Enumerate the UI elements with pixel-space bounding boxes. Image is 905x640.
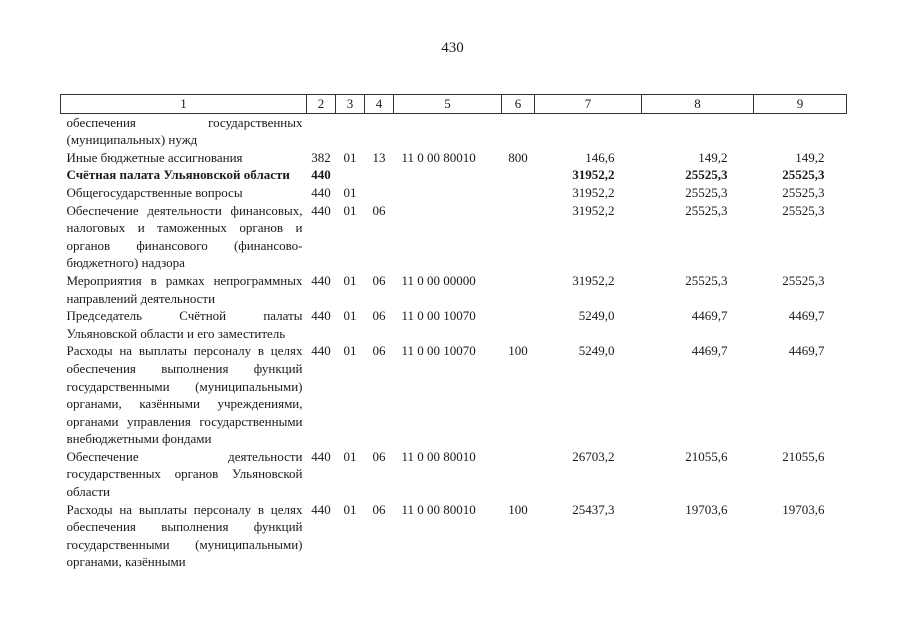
row-name-cell: Расходы на выплаты персоналу в целях обеспечения выполнения функций государственными (муниципальными) органами, казёнными: [66, 501, 303, 570]
header-col-9: 9: [754, 95, 847, 114]
row-value-col8: 4469,7: [691, 343, 728, 359]
row-target-article: [394, 113, 502, 149]
row-name-cell: Иные бюджетные ассигнования: [66, 149, 243, 165]
header-col-6: 6: [502, 95, 535, 114]
row-subsection-code: [365, 166, 394, 184]
table-body: [61, 113, 847, 571]
row-target-article: 11 0 00 80010: [401, 448, 476, 464]
header-col-5: 5: [394, 95, 502, 114]
row-expense-type: [502, 272, 535, 307]
row-target-article: [394, 184, 502, 202]
header-col-3: 3: [336, 95, 365, 114]
row-value-col7: 5249,0: [578, 308, 615, 324]
row-ministry-code: 440: [311, 308, 331, 324]
table-row: [61, 307, 847, 342]
table-row: [61, 448, 847, 501]
row-value-col8: 25525,3: [685, 272, 728, 288]
budget-table: [60, 94, 847, 571]
table-row: [61, 113, 847, 149]
header-col-7: 7: [535, 95, 642, 114]
header-col-8: 8: [642, 95, 754, 114]
row-ministry-code: [307, 113, 336, 149]
row-ministry-code: 440: [311, 167, 331, 183]
row-name-cell: Счётная палата Ульяновской области: [66, 167, 290, 183]
row-subsection-code: 06: [372, 448, 386, 464]
row-ministry-code: 440: [311, 202, 331, 218]
row-ministry-code: 440: [311, 343, 331, 359]
row-value-col7: 25437,3: [572, 501, 615, 517]
row-target-article: [394, 166, 502, 184]
row-name-cell: Расходы на выплаты персоналу в целях обеспечения выполнения функций государственными (муниципальными) органами, казёнными учреждениями, органами управления государственными внебюджетными фондами: [66, 343, 303, 447]
row-section-code: 01: [343, 448, 357, 464]
row-expense-type: [502, 113, 535, 149]
row-expense-type: [502, 448, 535, 501]
table-row: [61, 202, 847, 272]
row-ministry-code: 440: [311, 184, 331, 200]
row-value-col7: 31952,2: [572, 167, 615, 183]
row-expense-type: 100: [508, 501, 528, 517]
header-col-4: 4: [365, 95, 394, 114]
row-target-article: 11 0 00 10070: [401, 308, 476, 324]
row-section-code: 01: [343, 202, 357, 218]
row-section-code: 01: [343, 272, 357, 288]
row-subsection-code: 06: [372, 308, 386, 324]
row-target-article: [394, 202, 502, 272]
row-section-code: 01: [343, 501, 357, 517]
row-value-col9: 149,2: [795, 149, 825, 165]
row-name-cell: Общегосударственные вопросы: [66, 184, 243, 200]
row-name-cell: обеспечения государственных (муниципальных) нужд: [66, 114, 303, 148]
row-ministry-code: 382: [311, 149, 331, 165]
row-section-code: [336, 113, 365, 149]
row-subsection-code: 06: [372, 343, 386, 359]
header-col-2: 2: [307, 95, 336, 114]
row-value-col9: 21055,6: [782, 448, 825, 464]
row-ministry-code: 440: [311, 272, 331, 288]
table-row: [61, 166, 847, 184]
row-value-col7: 31952,2: [572, 202, 615, 218]
table-row: [61, 184, 847, 202]
table-row: [61, 149, 847, 167]
row-name-cell: Обеспечение деятельности финансовых, налоговых и таможенных органов и органов финансового (финансово-бюджетного) надзора: [66, 202, 303, 271]
row-value-col9: 25525,3: [782, 184, 825, 200]
row-value-col8: 25525,3: [685, 184, 728, 200]
row-ministry-code: 440: [311, 448, 331, 464]
row-expense-type: 800: [508, 149, 528, 165]
row-target-article: 11 0 00 80010: [401, 501, 476, 517]
row-value-col7: 31952,2: [572, 184, 615, 200]
row-target-article: 11 0 00 00000: [401, 272, 476, 288]
row-subsection-code: 13: [372, 149, 386, 165]
row-value-col9: [754, 113, 847, 149]
row-section-code: 01: [343, 343, 357, 359]
row-expense-type: 100: [508, 343, 528, 359]
row-value-col7: 5249,0: [578, 343, 615, 359]
row-expense-type: [502, 202, 535, 272]
row-section-code: 01: [343, 149, 357, 165]
row-value-col7: [535, 113, 642, 149]
row-value-col7: 31952,2: [572, 272, 615, 288]
table-row: [61, 501, 847, 571]
row-ministry-code: 440: [311, 501, 331, 517]
row-value-col9: 25525,3: [782, 272, 825, 288]
row-target-article: 11 0 00 80010: [401, 149, 476, 165]
table-row: [61, 272, 847, 307]
table-row: [61, 342, 847, 448]
row-name-cell: Обеспечение деятельности государственных органов Ульяновской области: [66, 448, 303, 500]
row-value-col9: 4469,7: [788, 308, 825, 324]
row-expense-type: [502, 184, 535, 202]
row-expense-type: [502, 166, 535, 184]
row-subsection-code: 06: [372, 272, 386, 288]
row-value-col7: 146,6: [585, 149, 615, 165]
row-value-col8: [642, 113, 754, 149]
row-name-cell: Мероприятия в рамках непрограммных направлений деятельности: [66, 272, 303, 306]
row-subsection-code: [365, 113, 394, 149]
row-value-col9: 25525,3: [782, 202, 825, 218]
row-value-col7: 26703,2: [572, 448, 615, 464]
row-subsection-code: 06: [372, 202, 386, 218]
row-subsection-code: [365, 184, 394, 202]
row-name-cell: Председатель Счётной палаты Ульяновской области и его заместитель: [66, 308, 303, 341]
row-value-col8: 21055,6: [685, 448, 728, 464]
row-value-col8: 19703,6: [685, 501, 728, 517]
row-section-code: 01: [343, 308, 357, 324]
row-value-col8: 4469,7: [691, 308, 728, 324]
row-subsection-code: 06: [372, 501, 386, 517]
header-col-1: 1: [61, 95, 307, 114]
row-value-col9: 4469,7: [788, 343, 825, 359]
row-value-col8: 25525,3: [685, 202, 728, 218]
header-row: [61, 95, 847, 114]
row-section-code: 01: [343, 184, 357, 200]
row-section-code: [336, 166, 365, 184]
row-expense-type: [502, 307, 535, 342]
row-value-col9: 25525,3: [782, 167, 825, 183]
budget-table-container: [60, 94, 846, 571]
row-value-col9: 19703,6: [782, 501, 825, 517]
row-target-article: 11 0 00 10070: [401, 343, 476, 359]
row-value-col8: 25525,3: [685, 167, 728, 183]
page-number: 430: [441, 40, 464, 56]
row-value-col8: 149,2: [698, 149, 728, 165]
